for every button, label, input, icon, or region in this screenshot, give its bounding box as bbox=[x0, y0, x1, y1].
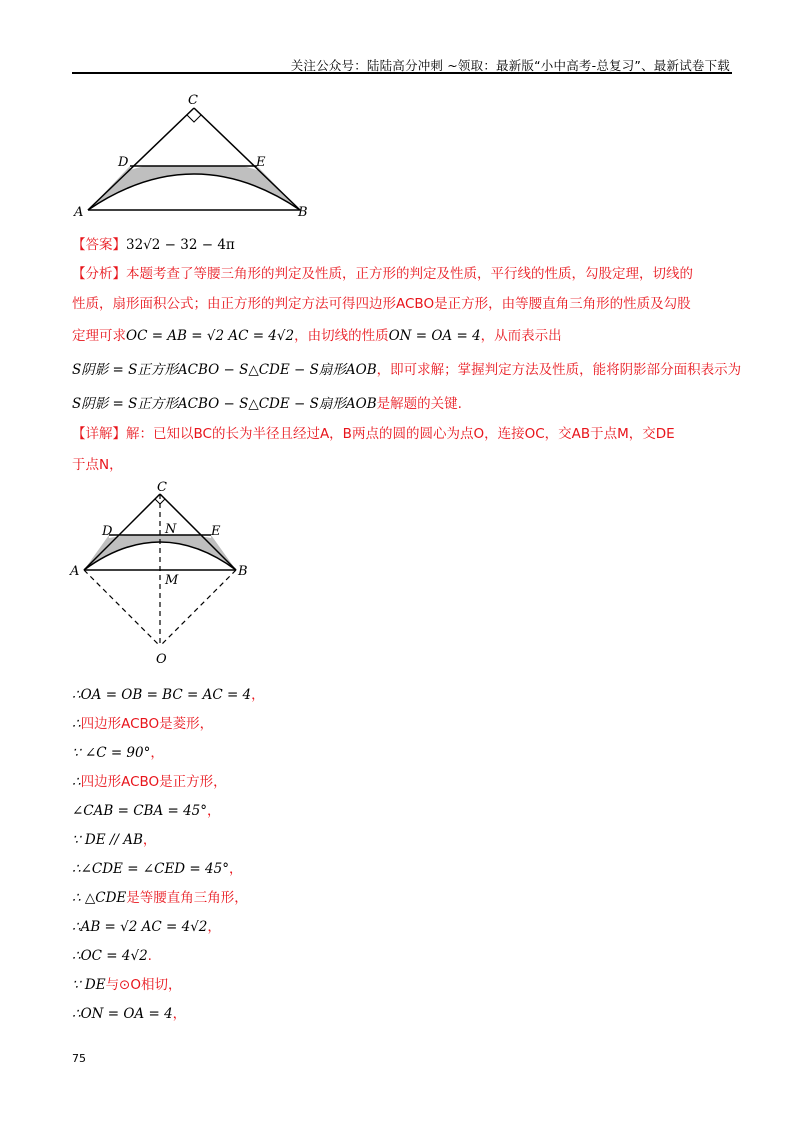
analysis-line-2: 性质，扇形面积公式；由正方形的判定方法可得四边形ACBO是正方形，由等腰直角三角形的性质及勾股 bbox=[72, 296, 691, 312]
figure-triangle-arc bbox=[66, 90, 326, 225]
proof-step: ∴ON = OA = 4， bbox=[72, 1006, 187, 1022]
proof-step: ∴ △CDE是等腰直角三角形， bbox=[72, 890, 248, 906]
proof-steps bbox=[72, 681, 732, 1029]
proof-step: ∵ DE与⊙O相切， bbox=[72, 977, 182, 993]
proof-step: ∴AB = √2 AC = 4√2， bbox=[72, 919, 221, 935]
label-e: E bbox=[256, 155, 266, 170]
label-c: C bbox=[188, 93, 198, 108]
label-d: D bbox=[118, 155, 129, 170]
proof-step: ∴∠CDE = ∠CED = 45°， bbox=[72, 861, 243, 877]
label-b: B bbox=[298, 205, 308, 220]
header-rule bbox=[72, 72, 732, 74]
analysis-line-5: S阴影 = S正方形ACBO − S△CDE − S扇形AOB是解题的关键. bbox=[72, 396, 462, 412]
answer-line bbox=[72, 236, 235, 254]
proof-step: ∴OA = OB = BC = AC = 4， bbox=[72, 687, 265, 703]
label-a: A bbox=[70, 564, 80, 579]
answer-tag: 【答案】 bbox=[72, 237, 126, 253]
proof-step: ∴四边形ACBO是菱形， bbox=[72, 716, 214, 732]
label-n: N bbox=[165, 522, 177, 537]
label-m: M bbox=[165, 573, 179, 588]
label-d: D bbox=[102, 524, 113, 539]
page-header: 关注公众号：陆陆高分冲刺 ~领取：最新版“小中高考-总复习”、最新试卷下载 bbox=[290, 58, 730, 73]
label-e: E bbox=[211, 524, 221, 539]
label-b: B bbox=[238, 564, 248, 579]
proof-step: ∵ DE // AB， bbox=[72, 832, 157, 848]
figure-square-construction bbox=[64, 478, 264, 670]
analysis-line-3: 定理可求OC = AB = √2 AC = 4√2，由切线的性质ON = OA = 4，从而表示出 bbox=[72, 328, 562, 344]
detail-line-1: 【详解】解：已知以BC的长为半径且经过A，B两点的圆的圆心为点O，连接OC，交AB于点M，交DE bbox=[72, 426, 675, 442]
proof-step: ∴OC = 4√2. bbox=[72, 948, 152, 964]
label-a: A bbox=[74, 205, 84, 220]
detail-line-2: 于点N， bbox=[72, 457, 123, 473]
analysis-line-4: S阴影 = S正方形ACBO − S△CDE − S扇形AOB，即可求解；掌握判定方法及性质，能将阴影部分面积表示为 bbox=[72, 362, 742, 378]
analysis-line-1: 【分析】本题考查了等腰三角形的判定及性质，正方形的判定及性质，平行线的性质，勾股定理，切线的 bbox=[72, 266, 693, 282]
proof-step: ∴四边形ACBO是正方形， bbox=[72, 774, 227, 790]
page-number: 75 bbox=[72, 1052, 86, 1065]
analysis-tag: 【分析】 bbox=[72, 266, 126, 282]
label-c: C bbox=[157, 480, 167, 495]
proof-step: ∠CAB = CBA = 45°， bbox=[72, 803, 221, 819]
proof-step: ∵ ∠C = 90°， bbox=[72, 745, 164, 761]
detail-tag: 【详解】 bbox=[72, 426, 126, 442]
answer-expr: 32√2 − 32 − 4π bbox=[126, 237, 235, 253]
label-o: O bbox=[156, 652, 167, 667]
